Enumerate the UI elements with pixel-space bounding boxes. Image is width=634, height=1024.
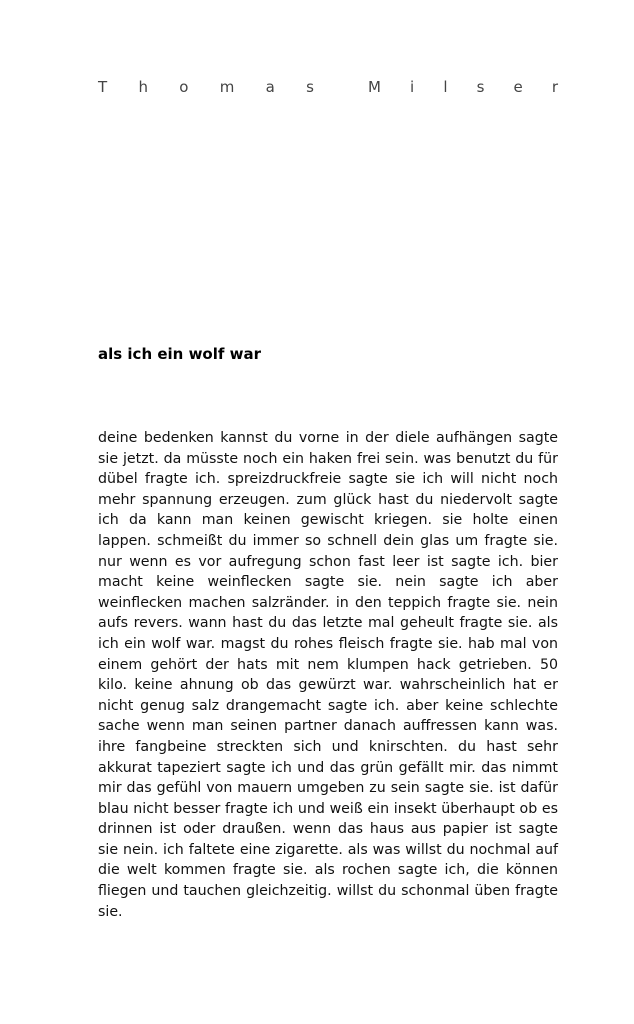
poem-title: als ich ein wolf war (98, 345, 261, 363)
author-letter: r (551, 78, 558, 96)
author-letter: s (306, 78, 314, 96)
author-letter: M (368, 78, 381, 96)
author-letter: l (443, 78, 448, 96)
author-letter: a (265, 78, 275, 96)
author-letter: T (98, 78, 108, 96)
author-letter: e (513, 78, 523, 96)
author-header (98, 78, 558, 96)
author-letter: i (410, 78, 415, 96)
author-first-name (98, 78, 314, 96)
author-letter: o (179, 78, 189, 96)
author-letter: h (138, 78, 148, 96)
author-last-name (368, 78, 558, 96)
author-letter: s (476, 78, 485, 96)
poem-body: deine bedenken kannst du vorne in der diele aufhängen sagte sie jetzt. da müsste noch ein haken frei sein. was benutzt du für dübel fragte ich. spreizdruckfreie sagte sie ich will nicht noch mehr spannung erzeugen. zum glück hast du niedervolt sagte ich da kann man keinen gewischt kriegen. sie holte einen lappen. schmeißt du immer so schnell dein glas um fragte sie. nur wenn es vor aufregung schon fast leer ist sagte ich. bier macht keine weinflecken sagte sie. nein sagte ich aber weinflecken machen salzränder. in den teppich fragte sie. nein aufs revers. wann hast du das letzte mal geheult fragte sie. als ich ein wolf war. magst du rohes fleisch fragte sie. hab mal von einem gehört der hats mit nem klumpen hack getrieben. 50 kilo. keine ahnung ob das gewürzt war. wahrscheinlich hat er nicht genug salz drangemacht sagte ich. aber keine schlechte sache wenn man seinen partner danach auffressen kann was. ihre fangbeine streckten sich und knirschten. du hast sehr akkurat tapeziert sagte ich und das grün gefällt mir. das nimmt mir das gefühl von mauern umgeben zu sein sagte sie. ist dafür blau nicht besser fragte ich und weiß ein insekt überhaupt ob es drinnen ist oder draußen. wenn das haus aus papier ist sagte sie nein. ich faltete eine zigarette. als was willst du nochmal auf die welt kommen fragte sie. als rochen sagte ich, die können fliegen und tauchen gleichzeitig. willst du schonmal üben fragte sie. (98, 430, 558, 920)
author-letter: m (219, 78, 235, 96)
